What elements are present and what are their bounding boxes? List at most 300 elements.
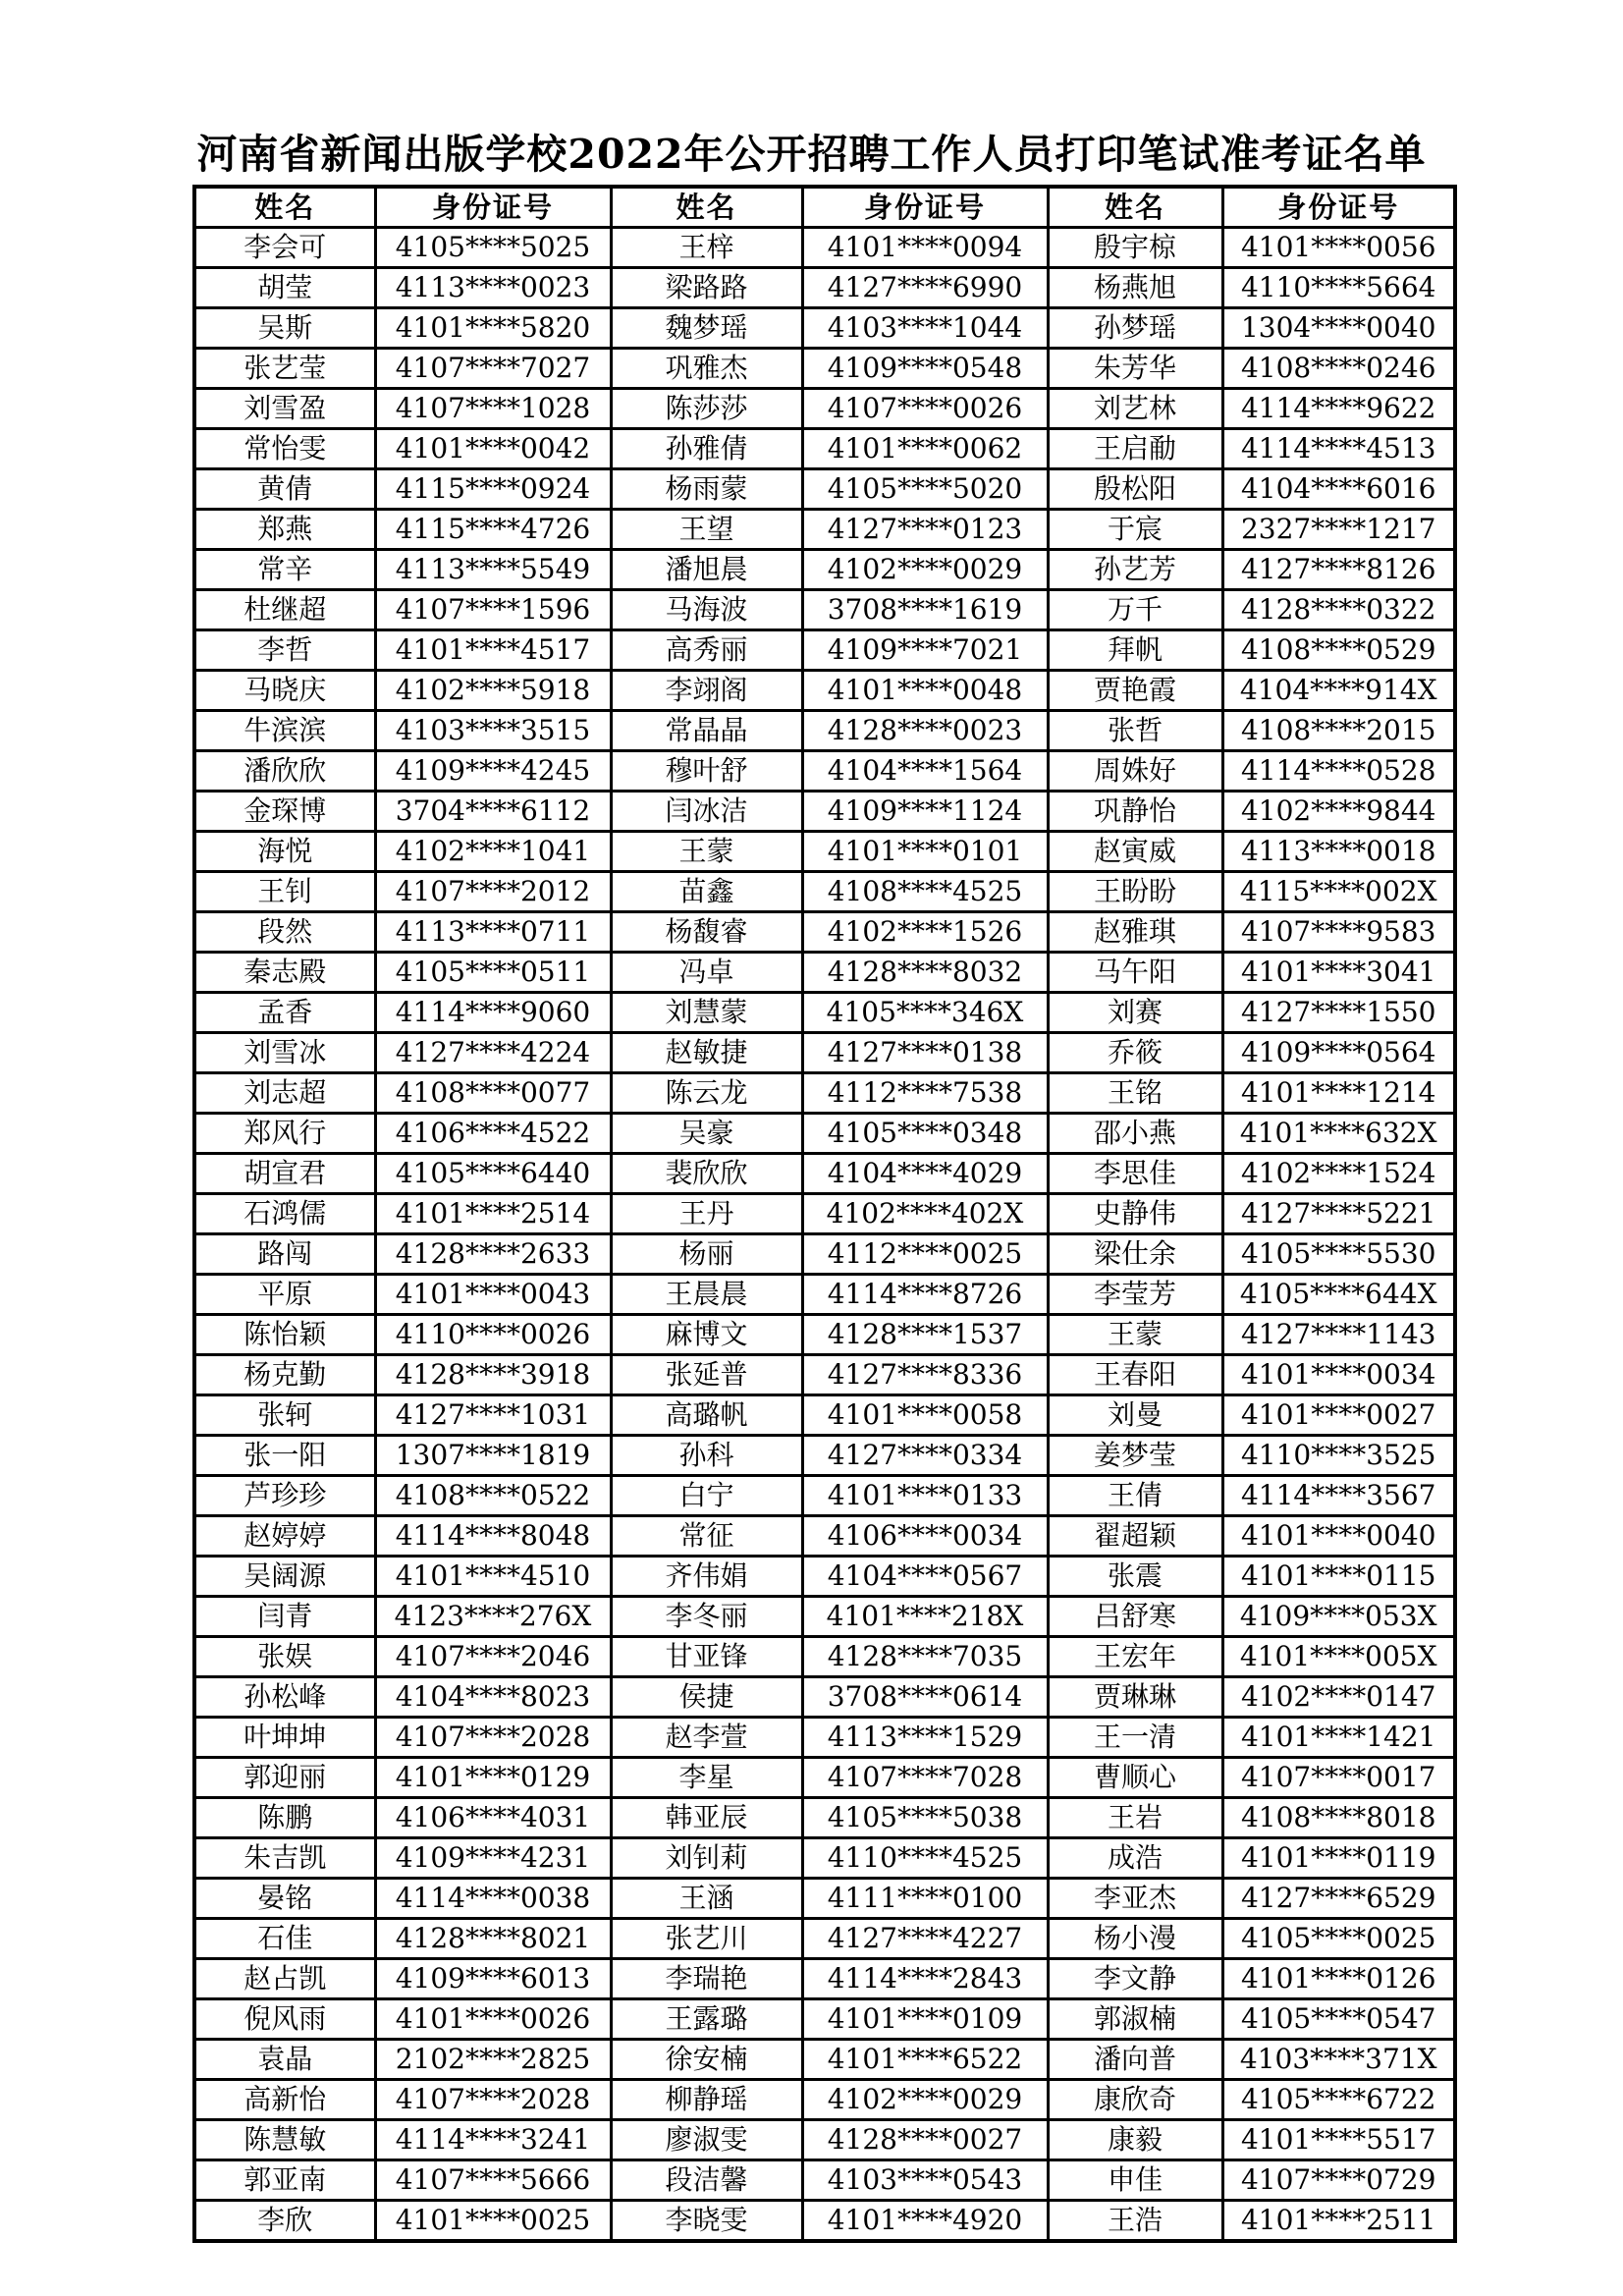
id-cell: 4101****5517 — [1222, 2120, 1455, 2160]
name-cell: 王春阳 — [1048, 1355, 1222, 1395]
name-cell: 叶坤坤 — [194, 1718, 375, 1758]
id-cell: 4106****4522 — [375, 1114, 611, 1154]
name-cell: 冯卓 — [611, 953, 802, 993]
name-cell: 常怡雯 — [194, 429, 375, 469]
name-cell: 金琛博 — [194, 792, 375, 832]
header-cell-name: 姓名 — [611, 187, 802, 228]
name-cell: 王涵 — [611, 1879, 802, 1919]
table-row — [194, 2201, 1455, 2242]
name-cell: 段洁馨 — [611, 2160, 802, 2201]
table-row — [194, 1959, 1455, 1999]
table-row — [194, 228, 1455, 268]
name-cell: 孟香 — [194, 993, 375, 1033]
name-cell: 王岩 — [1048, 1798, 1222, 1838]
name-cell: 李哲 — [194, 630, 375, 671]
name-cell: 常征 — [611, 1516, 802, 1557]
id-cell: 4113****1529 — [802, 1718, 1048, 1758]
id-cell: 4105****644X — [1222, 1275, 1455, 1315]
name-cell: 王梓 — [611, 228, 802, 268]
id-cell: 4108****0529 — [1222, 630, 1455, 671]
name-cell: 张震 — [1048, 1557, 1222, 1597]
id-cell: 4123****276X — [375, 1597, 611, 1637]
name-cell: 陈慧敏 — [194, 2120, 375, 2160]
table-row — [194, 792, 1455, 832]
header-cell-id: 身份证号 — [1222, 187, 1455, 228]
name-cell: 甘亚锋 — [611, 1637, 802, 1677]
name-cell: 王晨晨 — [611, 1275, 802, 1315]
header-cell-id: 身份证号 — [802, 187, 1048, 228]
id-cell: 4127****0138 — [802, 1033, 1048, 1073]
id-cell: 4109****4245 — [375, 751, 611, 792]
name-cell: 贾艳霞 — [1048, 671, 1222, 711]
table-row — [194, 630, 1455, 671]
table-row — [194, 268, 1455, 308]
id-cell: 4128****0027 — [802, 2120, 1048, 2160]
id-cell: 4110****0026 — [375, 1315, 611, 1355]
name-cell: 徐安楠 — [611, 2040, 802, 2080]
id-cell: 4114****4513 — [1222, 429, 1455, 469]
id-cell: 4128****2633 — [375, 1234, 611, 1275]
id-cell: 4109****1124 — [802, 792, 1048, 832]
name-cell: 郭迎丽 — [194, 1758, 375, 1798]
table-row — [194, 1919, 1455, 1959]
name-cell: 邵小燕 — [1048, 1114, 1222, 1154]
id-cell: 4101****0043 — [375, 1275, 611, 1315]
table-row — [194, 1395, 1455, 1436]
table-row — [194, 832, 1455, 872]
id-cell: 4105****6722 — [1222, 2080, 1455, 2120]
name-cell: 史静伟 — [1048, 1194, 1222, 1234]
name-cell: 吴豪 — [611, 1114, 802, 1154]
name-cell: 黄倩 — [194, 469, 375, 510]
table-row — [194, 510, 1455, 550]
name-cell: 白宁 — [611, 1476, 802, 1516]
name-cell: 马午阳 — [1048, 953, 1222, 993]
id-cell: 4105****346X — [802, 993, 1048, 1033]
name-cell: 王一清 — [1048, 1718, 1222, 1758]
id-cell: 4102****402X — [802, 1194, 1048, 1234]
name-cell: 吴斯 — [194, 308, 375, 349]
table-row — [194, 671, 1455, 711]
id-cell: 4110****4525 — [802, 1838, 1048, 1879]
name-cell: 牛滨滨 — [194, 711, 375, 751]
table-row — [194, 953, 1455, 993]
name-cell: 康欣奇 — [1048, 2080, 1222, 2120]
id-cell: 4127****5221 — [1222, 1194, 1455, 1234]
name-cell: 李翊阁 — [611, 671, 802, 711]
table-row — [194, 872, 1455, 912]
id-cell: 2327****1217 — [1222, 510, 1455, 550]
name-cell: 李莹芳 — [1048, 1275, 1222, 1315]
id-cell: 4127****1143 — [1222, 1315, 1455, 1355]
name-cell: 赵雅琪 — [1048, 912, 1222, 953]
id-cell: 4114****3241 — [375, 2120, 611, 2160]
id-cell: 4128****7035 — [802, 1637, 1048, 1677]
name-cell: 李亚杰 — [1048, 1879, 1222, 1919]
id-cell: 2102****2825 — [375, 2040, 611, 2080]
id-cell: 4105****0025 — [1222, 1919, 1455, 1959]
id-cell: 4107****2012 — [375, 872, 611, 912]
name-cell: 王蒙 — [1048, 1315, 1222, 1355]
id-cell: 4109****7021 — [802, 630, 1048, 671]
name-cell: 胡宣君 — [194, 1154, 375, 1194]
name-cell: 张轲 — [194, 1395, 375, 1436]
table-row — [194, 1234, 1455, 1275]
name-cell: 李思佳 — [1048, 1154, 1222, 1194]
name-cell: 于宸 — [1048, 510, 1222, 550]
name-cell: 刘志超 — [194, 1073, 375, 1114]
name-cell: 闫青 — [194, 1597, 375, 1637]
id-cell: 4106****0034 — [802, 1516, 1048, 1557]
table-row — [194, 2120, 1455, 2160]
id-cell: 4104****1564 — [802, 751, 1048, 792]
table-row — [194, 751, 1455, 792]
id-cell: 4114****8048 — [375, 1516, 611, 1557]
name-cell: 孙梦瑶 — [1048, 308, 1222, 349]
name-cell: 秦志殿 — [194, 953, 375, 993]
name-cell: 吕舒寒 — [1048, 1597, 1222, 1637]
table-row — [194, 1677, 1455, 1718]
id-cell: 4104****4029 — [802, 1154, 1048, 1194]
table-row — [194, 1355, 1455, 1395]
name-cell: 张哲 — [1048, 711, 1222, 751]
id-cell: 4103****0543 — [802, 2160, 1048, 2201]
id-cell: 4105****0348 — [802, 1114, 1048, 1154]
id-cell: 4127****0334 — [802, 1436, 1048, 1476]
table-row — [194, 1999, 1455, 2040]
name-cell: 郭亚南 — [194, 2160, 375, 2201]
name-cell: 潘欣欣 — [194, 751, 375, 792]
table-row — [194, 912, 1455, 953]
id-cell: 4105****5025 — [375, 228, 611, 268]
id-cell: 4101****0034 — [1222, 1355, 1455, 1395]
table-row — [194, 993, 1455, 1033]
id-cell: 4107****0017 — [1222, 1758, 1455, 1798]
id-cell: 4101****0129 — [375, 1758, 611, 1798]
id-cell: 4101****4510 — [375, 1557, 611, 1597]
id-cell: 4101****5820 — [375, 308, 611, 349]
name-cell: 石佳 — [194, 1919, 375, 1959]
table-row — [194, 1879, 1455, 1919]
id-cell: 4105****5038 — [802, 1798, 1048, 1838]
table-row — [194, 389, 1455, 429]
id-cell: 4127****4224 — [375, 1033, 611, 1073]
name-cell: 王铭 — [1048, 1073, 1222, 1114]
id-cell: 4101****005X — [1222, 1637, 1455, 1677]
id-cell: 4106****4031 — [375, 1798, 611, 1838]
id-cell: 4101****4517 — [375, 630, 611, 671]
id-cell: 4101****1214 — [1222, 1073, 1455, 1114]
name-cell: 姜梦莹 — [1048, 1436, 1222, 1476]
name-cell: 齐伟娟 — [611, 1557, 802, 1597]
id-cell: 4101****2511 — [1222, 2201, 1455, 2242]
name-cell: 胡莹 — [194, 268, 375, 308]
name-cell: 路闯 — [194, 1234, 375, 1275]
id-cell: 4103****1044 — [802, 308, 1048, 349]
name-cell: 杨馥睿 — [611, 912, 802, 953]
name-cell: 王钊 — [194, 872, 375, 912]
id-cell: 4107****0026 — [802, 389, 1048, 429]
name-cell: 张一阳 — [194, 1436, 375, 1476]
name-cell: 梁路路 — [611, 268, 802, 308]
id-cell: 4101****0048 — [802, 671, 1048, 711]
id-cell: 4107****1028 — [375, 389, 611, 429]
name-cell: 孙科 — [611, 1436, 802, 1476]
name-cell: 李会可 — [194, 228, 375, 268]
id-cell: 3708****0614 — [802, 1677, 1048, 1718]
name-cell: 梁仕余 — [1048, 1234, 1222, 1275]
name-cell: 陈怡颖 — [194, 1315, 375, 1355]
name-cell: 常晶晶 — [611, 711, 802, 751]
id-cell: 4101****3041 — [1222, 953, 1455, 993]
name-cell: 潘旭晨 — [611, 550, 802, 590]
id-cell: 4104****6016 — [1222, 469, 1455, 510]
name-cell: 王望 — [611, 510, 802, 550]
name-cell: 朱吉凯 — [194, 1838, 375, 1879]
name-cell: 赵李萱 — [611, 1718, 802, 1758]
id-cell: 4107****7028 — [802, 1758, 1048, 1798]
name-cell: 刘雪冰 — [194, 1033, 375, 1073]
id-cell: 4112****0025 — [802, 1234, 1048, 1275]
id-cell: 4127****6990 — [802, 268, 1048, 308]
id-cell: 4101****0101 — [802, 832, 1048, 872]
name-cell: 李瑞艳 — [611, 1959, 802, 1999]
id-cell: 4108****0522 — [375, 1476, 611, 1516]
id-cell: 4101****1421 — [1222, 1718, 1455, 1758]
name-cell: 高新怡 — [194, 2080, 375, 2120]
name-cell: 赵婷婷 — [194, 1516, 375, 1557]
id-cell: 4109****0564 — [1222, 1033, 1455, 1073]
table-row — [194, 349, 1455, 389]
name-cell: 乔筱 — [1048, 1033, 1222, 1073]
name-cell: 潘向普 — [1048, 2040, 1222, 2080]
table-row — [194, 2160, 1455, 2201]
name-cell: 王浩 — [1048, 2201, 1222, 2242]
name-cell: 刘雪盈 — [194, 389, 375, 429]
name-cell: 裴欣欣 — [611, 1154, 802, 1194]
name-cell: 曹顺心 — [1048, 1758, 1222, 1798]
name-cell: 周姝好 — [1048, 751, 1222, 792]
name-cell: 刘曼 — [1048, 1395, 1222, 1436]
id-cell: 4115****4726 — [375, 510, 611, 550]
id-cell: 4101****0126 — [1222, 1959, 1455, 1999]
id-cell: 4101****632X — [1222, 1114, 1455, 1154]
id-cell: 4127****8336 — [802, 1355, 1048, 1395]
name-cell: 高秀丽 — [611, 630, 802, 671]
name-cell: 赵占凯 — [194, 1959, 375, 1999]
table-row — [194, 1516, 1455, 1557]
id-cell: 4108****0246 — [1222, 349, 1455, 389]
id-cell: 4102****0029 — [802, 550, 1048, 590]
id-cell: 4108****8018 — [1222, 1798, 1455, 1838]
id-cell: 4107****2028 — [375, 2080, 611, 2120]
id-cell: 4101****0027 — [1222, 1395, 1455, 1436]
name-cell: 孙松峰 — [194, 1677, 375, 1718]
id-cell: 1307****1819 — [375, 1436, 611, 1476]
table-row — [194, 1476, 1455, 1516]
name-cell: 申佳 — [1048, 2160, 1222, 2201]
name-cell: 李晓雯 — [611, 2201, 802, 2242]
name-cell: 平原 — [194, 1275, 375, 1315]
id-cell: 4105****0511 — [375, 953, 611, 993]
id-cell: 4114****0528 — [1222, 751, 1455, 792]
id-cell: 4110****5664 — [1222, 268, 1455, 308]
name-cell: 魏梦瑶 — [611, 308, 802, 349]
name-cell: 王启勈 — [1048, 429, 1222, 469]
id-cell: 4108****0077 — [375, 1073, 611, 1114]
name-cell: 芦珍珍 — [194, 1476, 375, 1516]
table-row — [194, 1073, 1455, 1114]
id-cell: 3704****6112 — [375, 792, 611, 832]
name-cell: 贾琳琳 — [1048, 1677, 1222, 1718]
id-cell: 4101****0109 — [802, 1999, 1048, 2040]
name-cell: 穆叶舒 — [611, 751, 802, 792]
id-cell: 4114****8726 — [802, 1275, 1048, 1315]
id-cell: 4108****2015 — [1222, 711, 1455, 751]
name-cell: 晏铭 — [194, 1879, 375, 1919]
id-cell: 4102****0147 — [1222, 1677, 1455, 1718]
id-cell: 4105****0547 — [1222, 1999, 1455, 2040]
name-cell: 麻博文 — [611, 1315, 802, 1355]
name-cell: 郑燕 — [194, 510, 375, 550]
name-cell: 韩亚辰 — [611, 1798, 802, 1838]
table-row — [194, 1154, 1455, 1194]
roster-table — [192, 185, 1457, 2243]
id-cell: 4127****1550 — [1222, 993, 1455, 1033]
table-row — [194, 2040, 1455, 2080]
header-cell-name: 姓名 — [1048, 187, 1222, 228]
name-cell: 朱芳华 — [1048, 349, 1222, 389]
name-cell: 王蒙 — [611, 832, 802, 872]
id-cell: 4114****0038 — [375, 1879, 611, 1919]
name-cell: 刘慧蒙 — [611, 993, 802, 1033]
name-cell: 杨小漫 — [1048, 1919, 1222, 1959]
name-cell: 李文静 — [1048, 1959, 1222, 1999]
name-cell: 巩雅杰 — [611, 349, 802, 389]
name-cell: 马晓庆 — [194, 671, 375, 711]
id-cell: 4101****0133 — [802, 1476, 1048, 1516]
name-cell: 杜继超 — [194, 590, 375, 630]
name-cell: 李欣 — [194, 2201, 375, 2242]
name-cell: 倪风雨 — [194, 1999, 375, 2040]
id-cell: 4101****0040 — [1222, 1516, 1455, 1557]
id-cell: 4113****0018 — [1222, 832, 1455, 872]
table-row — [194, 1718, 1455, 1758]
name-cell: 郑风行 — [194, 1114, 375, 1154]
id-cell: 4107****1596 — [375, 590, 611, 630]
name-cell: 柳静瑶 — [611, 2080, 802, 2120]
name-cell: 赵敏捷 — [611, 1033, 802, 1073]
name-cell: 张艺川 — [611, 1919, 802, 1959]
id-cell: 4128****0023 — [802, 711, 1048, 751]
id-cell: 1304****0040 — [1222, 308, 1455, 349]
name-cell: 殷宇椋 — [1048, 228, 1222, 268]
id-cell: 4101****0025 — [375, 2201, 611, 2242]
id-cell: 4102****1041 — [375, 832, 611, 872]
name-cell: 张延普 — [611, 1355, 802, 1395]
name-cell: 李星 — [611, 1758, 802, 1798]
name-cell: 刘艺林 — [1048, 389, 1222, 429]
name-cell: 成浩 — [1048, 1838, 1222, 1879]
name-cell: 王露璐 — [611, 1999, 802, 2040]
name-cell: 孙艺芳 — [1048, 550, 1222, 590]
id-cell: 4107****7027 — [375, 349, 611, 389]
name-cell: 常辛 — [194, 550, 375, 590]
id-cell: 4101****2514 — [375, 1194, 611, 1234]
table-row — [194, 1557, 1455, 1597]
name-cell: 殷松阳 — [1048, 469, 1222, 510]
name-cell: 陈云龙 — [611, 1073, 802, 1114]
id-cell: 4111****0100 — [802, 1879, 1048, 1919]
name-cell: 翟超颖 — [1048, 1516, 1222, 1557]
id-cell: 4101****0119 — [1222, 1838, 1455, 1879]
table-row — [194, 308, 1455, 349]
id-cell: 4101****0062 — [802, 429, 1048, 469]
id-cell: 4128****3918 — [375, 1355, 611, 1395]
name-cell: 杨燕旭 — [1048, 268, 1222, 308]
name-cell: 段然 — [194, 912, 375, 953]
name-cell: 杨丽 — [611, 1234, 802, 1275]
id-cell: 4103****3515 — [375, 711, 611, 751]
table-row — [194, 1194, 1455, 1234]
id-cell: 4105****5530 — [1222, 1234, 1455, 1275]
id-cell: 4102****1526 — [802, 912, 1048, 953]
id-cell: 4114****9622 — [1222, 389, 1455, 429]
name-cell: 拜帆 — [1048, 630, 1222, 671]
id-cell: 4128****0322 — [1222, 590, 1455, 630]
id-cell: 4105****6440 — [375, 1154, 611, 1194]
name-cell: 杨克勤 — [194, 1355, 375, 1395]
id-cell: 4107****2046 — [375, 1637, 611, 1677]
name-cell: 孙雅倩 — [611, 429, 802, 469]
id-cell: 4101****6522 — [802, 2040, 1048, 2080]
id-cell: 4108****4525 — [802, 872, 1048, 912]
id-cell: 4127****1031 — [375, 1395, 611, 1436]
name-cell: 陈莎莎 — [611, 389, 802, 429]
name-cell: 吴阔源 — [194, 1557, 375, 1597]
name-cell: 王盼盼 — [1048, 872, 1222, 912]
name-cell: 马海波 — [611, 590, 802, 630]
id-cell: 4107****5666 — [375, 2160, 611, 2201]
id-cell: 3708****1619 — [802, 590, 1048, 630]
table-row — [194, 550, 1455, 590]
name-cell: 李冬丽 — [611, 1597, 802, 1637]
id-cell: 4102****5918 — [375, 671, 611, 711]
name-cell: 康毅 — [1048, 2120, 1222, 2160]
id-cell: 4109****0548 — [802, 349, 1048, 389]
table-row — [194, 711, 1455, 751]
table-row — [194, 1758, 1455, 1798]
name-cell: 赵寅威 — [1048, 832, 1222, 872]
id-cell: 4115****0924 — [375, 469, 611, 510]
header-row — [194, 187, 1455, 228]
table-row — [194, 469, 1455, 510]
id-cell: 4128****8032 — [802, 953, 1048, 993]
name-cell: 高璐帆 — [611, 1395, 802, 1436]
table-row — [194, 1275, 1455, 1315]
id-cell: 4114****3567 — [1222, 1476, 1455, 1516]
id-cell: 4109****4231 — [375, 1838, 611, 1879]
table-row — [194, 2080, 1455, 2120]
id-cell: 4105****5020 — [802, 469, 1048, 510]
id-cell: 4102****0029 — [802, 2080, 1048, 2120]
id-cell: 4127****0123 — [802, 510, 1048, 550]
header-cell-name: 姓名 — [194, 187, 375, 228]
name-cell: 海悦 — [194, 832, 375, 872]
id-cell: 4113****5549 — [375, 550, 611, 590]
id-cell: 4101****0026 — [375, 1999, 611, 2040]
name-cell: 王宏年 — [1048, 1637, 1222, 1677]
